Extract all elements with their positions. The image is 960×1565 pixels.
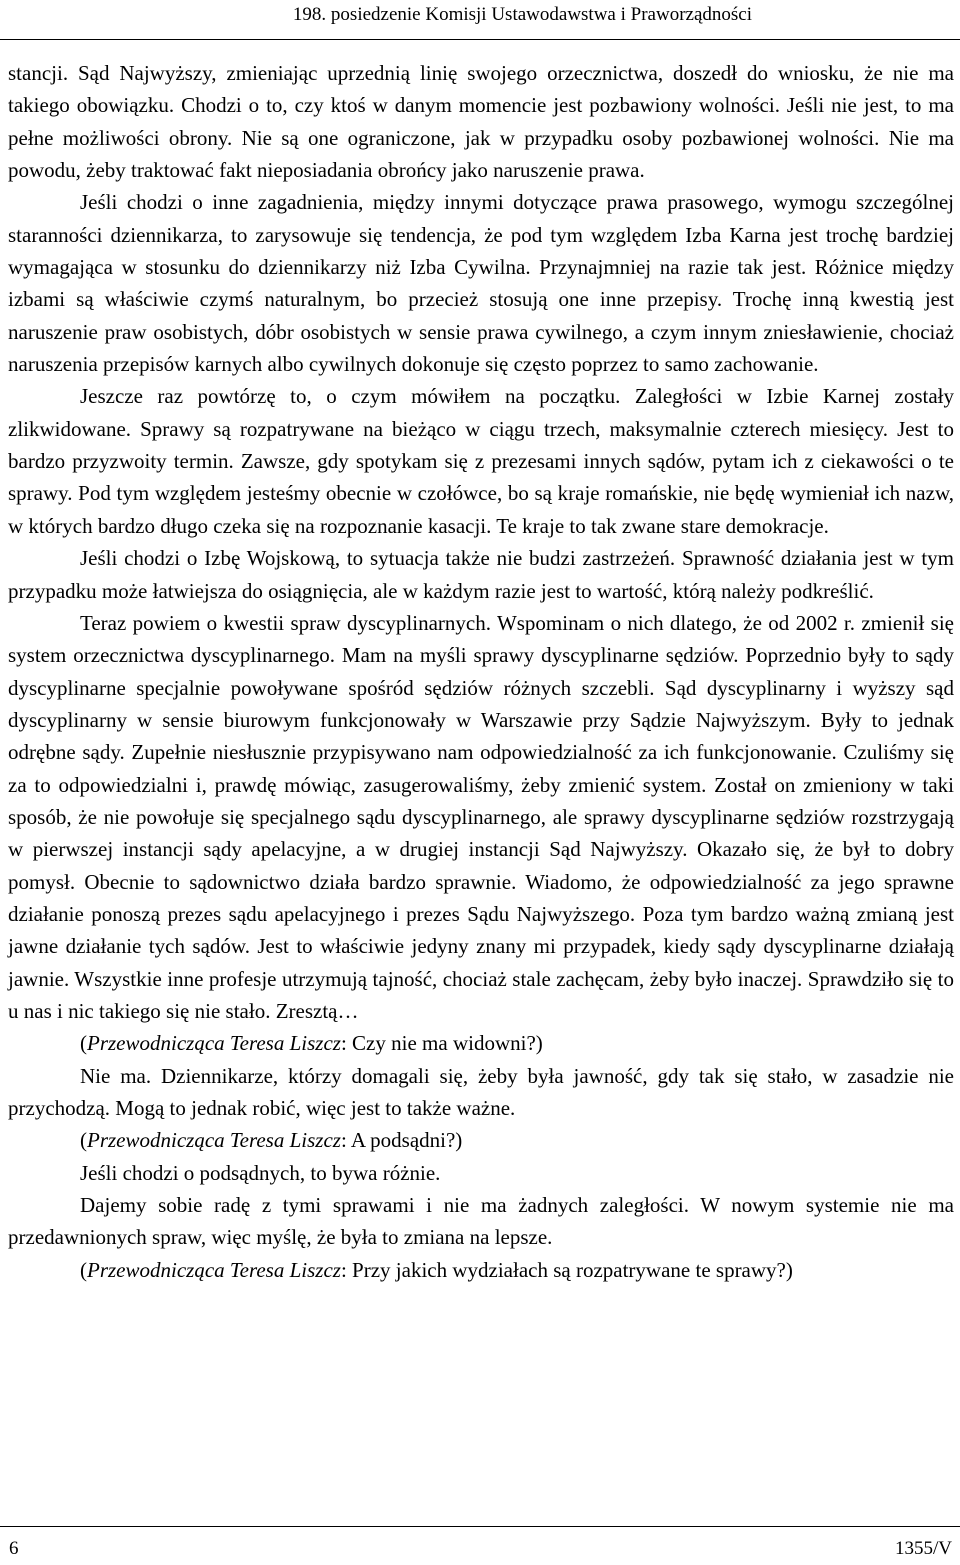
interjection-speaker: Przewodnicząca Teresa Liszcz <box>87 1128 341 1153</box>
interjection-speaker: Przewodnicząca Teresa Liszcz <box>87 1257 341 1282</box>
paragraph: Jeśli chodzi o Izbę Wojskową, to sytuacja także nie budzi zastrzeżeń. Sprawność działania jest w tym przypadku może łatwiejsza do osiągnięcia, ale w każdym razie jest to wartość, którą należy podkreślić. <box>8 546 954 603</box>
interjection: (Przewodnicząca Teresa Liszcz: Przy jakich wydziałach są rozpatrywane te sprawy?) <box>80 1257 793 1282</box>
page-number: 6 <box>9 1538 19 1559</box>
interjection-text: : Czy nie ma widowni?) <box>340 1031 543 1056</box>
paragraph: Dajemy sobie radę z tymi sprawami i nie ma żadnych zaległości. W nowym systemie nie ma przedawnionych spraw, więc myślę, że była to zmiana na lepsze. <box>8 1193 954 1250</box>
paragraph: Jeśli chodzi o podsądnych, to bywa różnie. <box>80 1160 441 1185</box>
interjection: (Przewodnicząca Teresa Liszcz: A podsądni?) <box>80 1128 463 1153</box>
paragraph: Jeszcze raz powtórzę to, o czym mówiłem na początku. Zaległości w Izbie Karnej zostały zlikwidowane. Sprawy są rozpatrywane na bieżąco w ciągu trzech, maksymalnie czterech miesięcy. Jest to bardzo przyzwoity termin. Zawsze, gdy spotykam się z prezesami innych sądów, pytam ich z ciekawości o te sprawy. Pod tym względem jesteśmy obecnie w czołówce, bo są kraje romańskie, nie będę wymieniał ich nazw, w których bardzo długo czeka się na rozpoznanie kasacji. Te kraje to tak zwane stare demokracje. <box>8 384 954 538</box>
interjection-text: : A podsądni?) <box>340 1128 463 1153</box>
interjection: (Przewodnicząca Teresa Liszcz: Czy nie ma widowni?) <box>80 1031 543 1056</box>
paragraph: Nie ma. Dziennikarze, którzy domagali się, żeby była jawność, gdy tak się stało, w zasadzie nie przychodzą. Mogą to jednak robić, więc jest to także ważne. <box>8 1063 954 1120</box>
document-id: 1355/V <box>895 1538 952 1559</box>
header-title: 198. posiedzenie Komisji Ustawodawstwa i Praworządności <box>292 4 752 25</box>
paragraph: Jeśli chodzi o inne zagadnienia, między innymi dotyczące prawa prasowego, wymogu szczególnej staranności dziennikarza, to zarysowuje się tendencja, że pod tym względem Izba Karna jest trochę bardziej wymagająca w stosunku do dziennikarzy niż Izba Cywilna. Przynajmniej na razie tak jest. Różnice między izbami są właściwie czymś naturalnym, bo przecież stosują one inne przepisy. Trochę inną kwestią jest naruszenie praw osobistych, dóbr osobistych w sensie prawa cywilnego, a czym innym zniesławienie, chociaż naruszenia przepisów karnych albo cywilnych dokonuje się często poprzez to samo zachowanie. <box>8 190 954 377</box>
header-divider <box>0 39 960 40</box>
interjection-text: : Przy jakich wydziałach są rozpatrywane te sprawy?) <box>340 1257 793 1282</box>
page-header <box>0 0 960 40</box>
paragraph: Teraz powiem o kwestii spraw dyscyplinarnych. Wspominam o nich dlatego, że od 2002 r. zmienił się system orzecznictwa dyscyplinarnego. Mam na myśli sprawy dyscyplinarne sędziów. Poprzednio były to sądy dyscyplinarne specjalnie powoływane spośród sędziów różnych szczebli. Sąd dyscyplinarny i wyższy sąd dyscyplinarny w sensie biurowym funkcjonowały w Warszawie przy Sądzie Najwyższym. Były to jednak odrębne sądy. Zupełnie niesłusznie przypisywano nam odpowiedzialność za ich funkcjonowanie. Czuliśmy się za to odpowiedzialni i, prawdę mówiąc, zasugerowaliśmy, żeby zmienić system. Został on zmieniony w taki sposób, że nie powołuje się specjalnego sądu dyscyplinarnego, ale sprawy dyscyplinarne sędziów rozstrzygają w pierwszej instancji sądy apelacyjne, a w drugiej instancji Sąd Najwyższy. Okazało się, że był to dobry pomysł. Obecnie to sądownictwo działa bardzo sprawnie. Wiadomo, że odpowiedzialność za jego sprawne działanie ponoszą prezes sądu apelacyjnego i prezes Sądu Najwyższego. Poza tym bardzo ważną zmianą jest jawne działanie tych sądów. Jest to właściwie jedyny znany mi przypadek, kiedy sądy dyscyplinarne działają jawnie. Wszystkie inne profesje utrzymują tajność, chociaż stale zachęcam, żeby było inaczej. Sprawdziło się to u nas i nic takiego się nie stało. Zresztą… <box>8 610 954 1023</box>
paragraph: stancji. Sąd Najwyższy, zmieniając uprzednią linię swojego orzecznictwa, doszedł do wniosku, że nie ma takiego obowiązku. Chodzi o to, czy ktoś w danym momencie jest pozbawiony wolności. Jeśli nie jest, to ma pełne możliwości obrony. Nie są one ograniczone, jak w przypadku osoby pozbawionej wolności. Nie ma powodu, żeby traktować fakt nieposiadania obrońcy jako naruszenie prawa. <box>8 61 954 183</box>
footer-divider <box>0 1526 960 1527</box>
interjection-speaker: Przewodnicząca Teresa Liszcz <box>87 1031 341 1056</box>
transcript-body <box>8 57 954 1286</box>
